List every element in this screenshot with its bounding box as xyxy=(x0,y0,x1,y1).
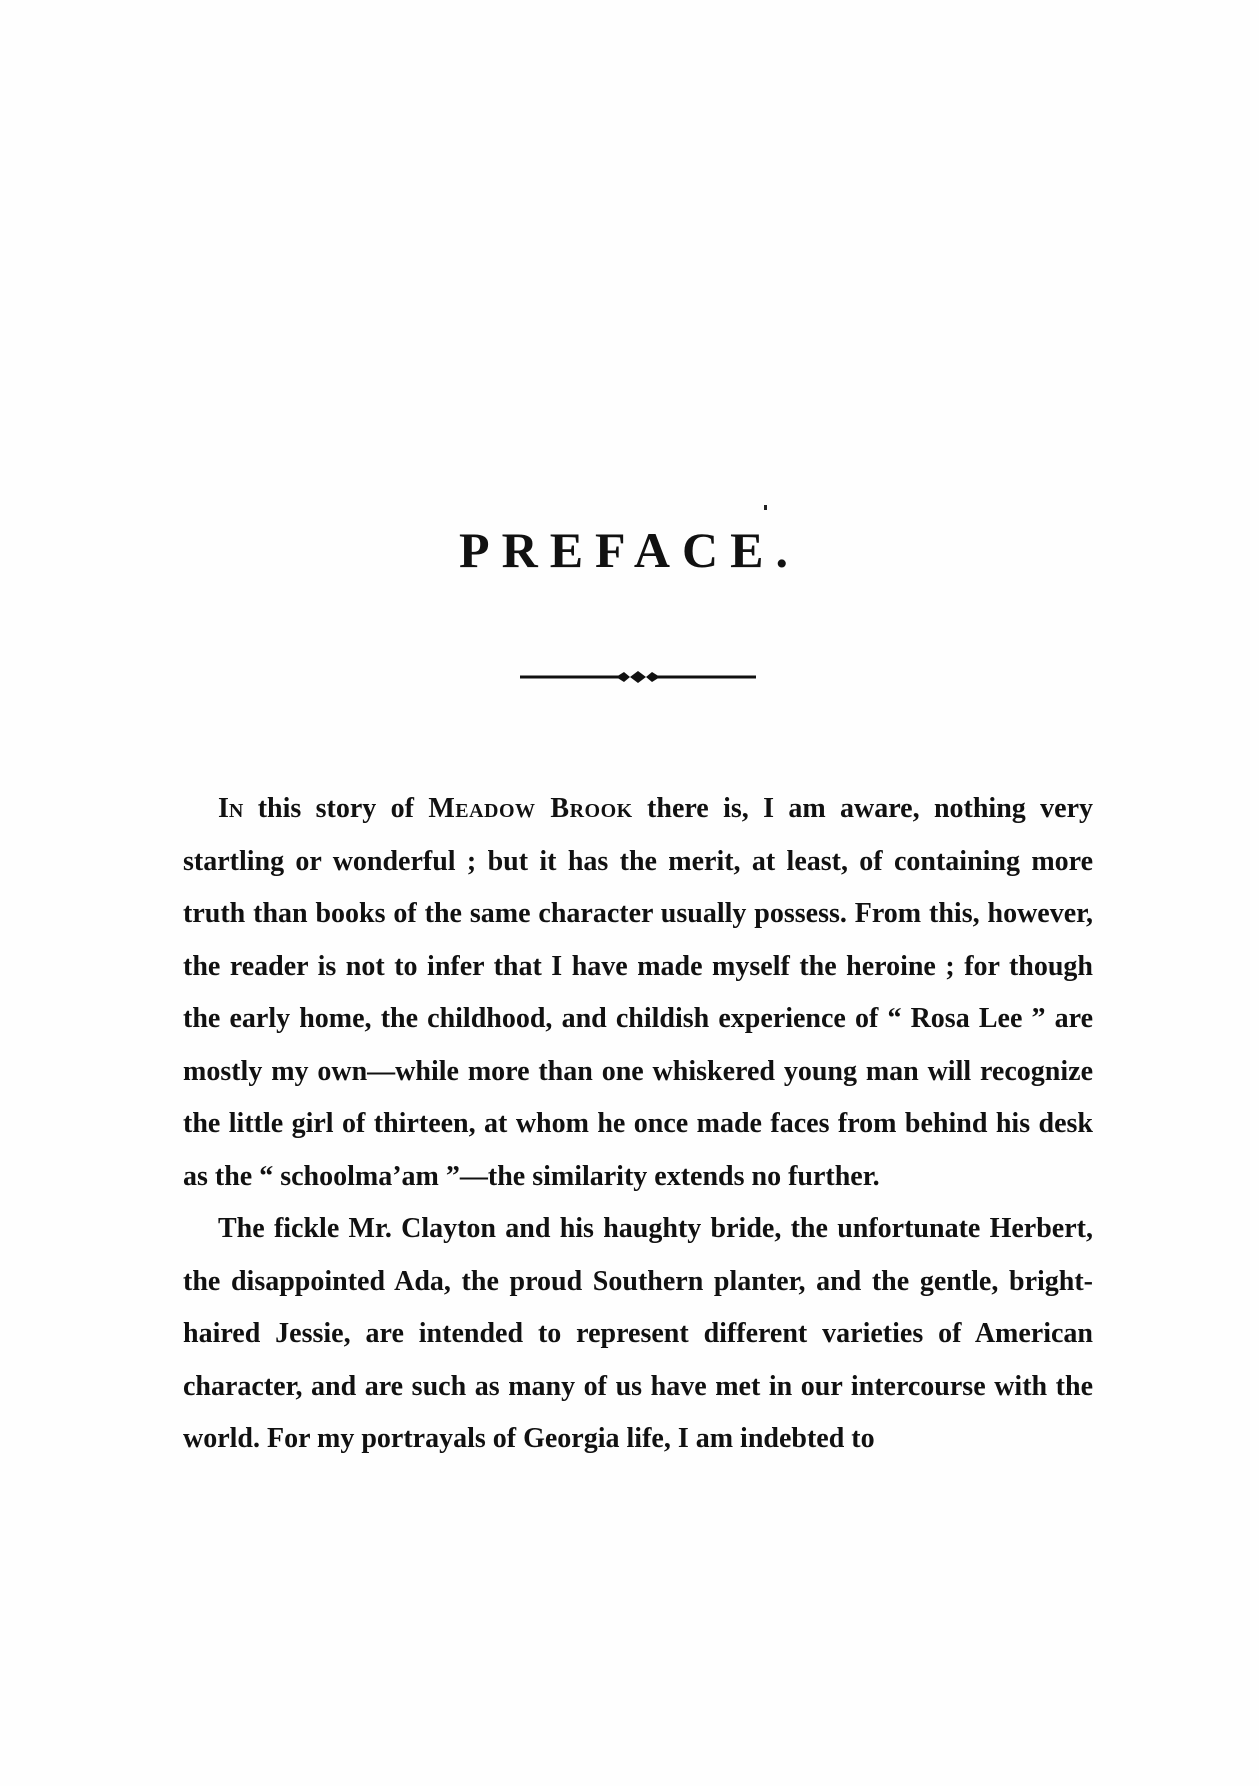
paragraph-2: The fickle Mr. Clayton and his haughty bride, the unfortunate Herbert, the disappointed Ada, the proud Southern planter, and the gentle, bright-haired Jessie, are intended to represent different varieties of American character, and are such as many of us have met in our intercourse with the world. For my portrayals of Georgia life, I am indebted to xyxy=(183,1213,1093,1454)
print-speck xyxy=(764,505,767,510)
ornamental-rule xyxy=(520,665,756,689)
paragraph-1-segment-1: this story of xyxy=(243,793,429,824)
preface-text xyxy=(183,783,1093,1466)
page-title: PREFACE. xyxy=(459,522,800,578)
paragraph-1-segment-3: there is, I am aware, nothing very startling or wonderful ; but it has the merit, at least, of containing more truth than books of the same character usually possess. From this, however, the reader is not to infer that I have made myself the heroine ; for though the early home, the childhood, and childish experience of “ Rosa Lee ” are mostly my own—while more than one whiskered young man will recognize the little girl of thirteen, at whom he once made faces from behind his desk as the “ schoolma’am ”—the similarity extends no further. xyxy=(183,793,1094,1192)
paragraph-1 xyxy=(183,783,1093,1203)
paragraph-1-lead: In xyxy=(218,793,244,824)
book-title-smallcaps: Meadow Brook xyxy=(428,793,633,824)
